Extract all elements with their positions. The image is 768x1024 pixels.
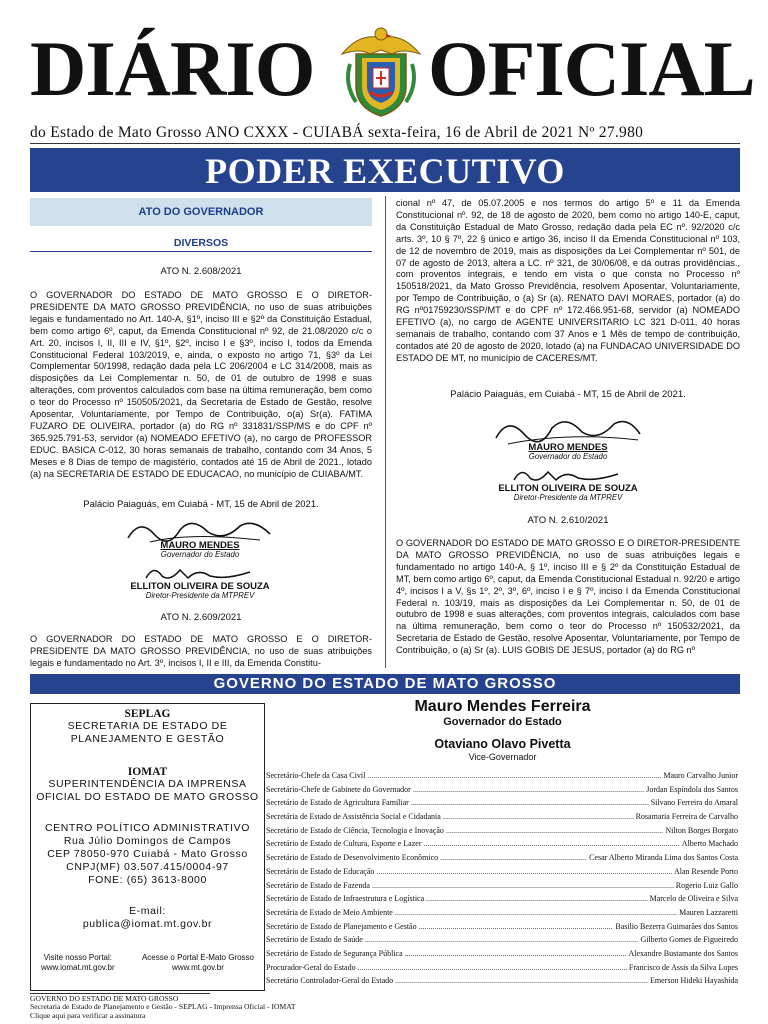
footer-line: Secretaria de Estado de Planejamento e Gestão - SEPLAG - Imprensa Oficial - IOMAT [30,1002,296,1012]
signatory-name: MAURO MENDES [528,442,608,453]
act-body-continued [396,198,740,365]
leader-dots [405,947,627,961]
act-body [30,290,372,481]
publisher-info-box [30,703,265,991]
cabinet-member-name: Alberto Machado [681,839,738,849]
cabinet-row [266,837,738,851]
cabinet-member-name: Alexandre Bustamante dos Santos [628,948,738,958]
leader-dots [395,974,648,988]
leader-dots [426,892,647,906]
cabinet-member-name: Mauro Carvalho Junior [663,771,738,780]
cabinet-row [266,892,738,906]
signatory-role: Diretor-Presidente da MTPREV [513,493,623,502]
cabinet-member-name: Marcelo de Oliveira e Silva [649,894,738,904]
portal-link[interactable]: www.iomat.mt.gov.br [41,962,115,972]
act-paragraph: O GOVERNADOR DO ESTADO DE MATO GROSSO E O DIRETOR-PRESIDENTE DA MATO GROSSO PREVIDÊNCIA, no uso de suas atribuições legais e fundamentado no Art. 140-A, §1º, inciso III e §2º da Constituição Estadual, bem como artigo 6º, caput, da Emenda Constitucional nº 92, de 21.08/2020 c/c o Art. 20, incisos I, II, III e IV, §1º, §2º, inciso I e §3º, inciso I, todos da Emenda Constitucional Federal 103/2019, e, ainda, o exposto no artigo 71, §3º da Lei Complementar 50/1998, redação dada pela LC 206/2004 e LC 314/2008, mais as disposições da Lei Complementar n. 50, de 01 de outubro de 1998 e suas alterações, com proventos calculados com base na última remuneração, bem como o teor do Processo nº 150505/2021, da Secretaria de Estado de Gestão, resolve Aposentar, Voluntariamente, por Tempo de Contribuição, o(a) Sr(a). FATIMA FUZARO DE OLIVEIRA, portador (a) do RG nº 331831/SSP/MS e do CPF nº 365.925.791-53, servidor (a) NOMEADO EFETIVO (a), no cargo de PROFESSOR EDUC. BASICA C-012, 30 horas semanais de trabalho, contando com 34 Anos, 5 Meses e 8 Dias de tempo de magistério, contados até 15 de Abril de 2021., lotado (a) na SECRETARIA DE ESTADO DE EDUCACAO, no município de CUIABA/MT. [30,290,372,479]
signatory-name: ELLITON OLIVEIRA DE SOUZA [498,483,638,494]
cabinet-office: Secretário de Estado de Desenvolvimento Econômico [266,853,439,863]
cabinet-office: Secretário-Chefe da Casa Civil [266,771,366,780]
cabinet-row [266,906,738,920]
leader-dots [367,769,661,783]
governor-title: Governador do Estado [443,716,562,728]
cnpj-line: CNPJ(MF) 03.507.415/0004-97 [66,861,229,873]
cabinet-row [266,961,738,975]
cabinet-row [266,920,738,934]
vice-governor-title: Vice-Governador [468,752,537,762]
signatory-role: Diretor-Presidente da MTPREV [145,591,255,600]
footer-line: GOVERNO DO ESTADO DE MATO GROSSO [30,994,179,1003]
address-line: CEP 78050-970 Cuiabá - Mato Grosso [47,848,248,860]
cabinet-office: Secretário de Estado de Agricultura Familiar [266,798,409,808]
state-coat-of-arms-icon [340,24,422,120]
address-line: Rua Júlio Domingos de Campos [63,835,232,847]
cabinet-member-name: Gilberto Gomes de Figueiredo [640,935,738,945]
cabinet-office: Secretário de Estado de Segurança Pública [266,948,403,958]
cabinet-member-name: Rogerio Luiz Gallo [675,880,738,890]
cabinet-member-name: Francisco de Assis da Silva Lopes [628,962,738,972]
cabinet-row [266,769,738,783]
email-link[interactable]: publica@iomat.mt.gov.br [82,918,213,930]
leader-dots [376,865,672,879]
signatory-role: Governador do Estado [160,550,240,559]
signatory-name: MAURO MENDES [160,540,240,551]
iomat-line: OFICIAL DO ESTADO DE MATO GROSSO [36,791,259,803]
signatory-name: ELLITON OLIVEIRA DE SOUZA [130,581,270,592]
section-banner: PODER EXECUTIVO [30,148,740,192]
cabinet-office: Secretário de Estado de Saúde [266,935,363,945]
leader-dots [411,796,649,810]
section-heading: ATO DO GOVERNADOR [30,198,372,226]
cabinet-office: Secretário de Estado de Fazenda [266,880,370,890]
masthead-subtitle: do Estado de Mato Grosso ANO CXXX - CUIABÁ sexta-feira, 16 de Abril de 2021 Nº 27.980 [30,124,644,141]
seplag-heading: SEPLAG [124,708,171,720]
masthead-title-right: OFICIAL [428,25,755,112]
signatory-role: Governador do Estado [528,452,608,461]
column-divider [385,196,386,668]
act-paragraph: O GOVERNADOR DO ESTADO DE MATO GROSSO E O DIRETOR-PRESIDENTE DA MATO GROSSO PREVIDÊNCIA, no uso de suas atribuições legais e fundamentado no Art. 3º, incisos I, II e III, da Emenda Constitu- [30,634,372,668]
cabinet-row [266,851,738,865]
vice-governor-name: Otaviano Olavo Pivetta [434,737,571,751]
cabinet-office: Secretário-Chefe de Gabinete do Governador [266,784,411,794]
signing-place-date: Palácio Paiaguás, em Cuiabá - MT, 15 de Abril de 2021. [83,499,319,510]
phone-line: FONE: (65) 3613-8000 [88,874,207,886]
email-label: E-mail: [129,905,166,917]
cabinet-office: Secretário de Estado de Educação [266,866,375,876]
portal-label: Acesse o Portal E-Mato Grosso [141,953,254,962]
cabinet-member-name: Basilio Bezerra Guimarães dos Santos [615,921,738,931]
cabinet-member-name: Mauren Lazzaretti [679,907,738,917]
leader-dots [443,810,634,824]
cabinet-row [266,974,738,988]
act-body [30,634,372,670]
act-paragraph: cional nº 47, de 05.07.2005 e nos termos do artigo 5º e 11 da Emenda Constitucional nº. 92, de 18 de agosto de 2020, bem como no artigo 140-E, caput, da Constituição Estadual de Mato Grosso, redação dada pela EC nº. 92/2020 c/c arts. 3º, 10 § 7º, 22 § único e artigo 36, inciso II da Emenda Constitucional nº 103, de 12 de novembro de 2019, mais as disposições da Lei Complementar nº 501, de 07 de agosto de 2013, altera a LC. nº 321, de 30/06/08, e dá outras providências., com proventos integrais, e tendo em vista o que consta no Processo nº 150518/2021, da Mato Grosso Previdência, resolvem Aposentar, Voluntariamente, por Tempo de Contribuição, o (a) Sr (a). RENATO DAVI MORAES, portador (a) do RG nº01759230/SSP/MT e do CPF nº 172.466.951-68, servidor (a) NOMEADO EFETIVO (a), no cargo de AGENTE UNIVERSITARIO LC 321 D-011, 40 horas semanais de trabalho, contando com 37 Anos e 1 Mês de tempo de contribuição, contados até 20 de agosto de 2020, lotado (a) na FUNDACAO UNIVERSIDADE DO ESTADO DE MT, no município de CACERES/MT. [396,198,740,363]
cabinet-member-name: Rosamaria Ferreira de Carvalho [635,812,738,822]
cabinet-member-name: Emerson Hideki Hayashida [650,976,738,986]
leader-dots [365,933,639,947]
act-paragraph: O GOVERNADOR DO ESTADO DE MATO GROSSO E O DIRETOR-PRESIDENTE DA MATO GROSSO PREVIDÊNCIA, no uso de suas atribuições legais e fundamentado no artigo 140-A, § 1º, inciso III e § 2º da Constituição Estadual de MT, bem como artigo 6º, caput, da Emenda Constitucional Estadual n. 92/20 e artigo 4º, incisos I a V, §s 1º, 2º, 3º, 6º, inciso I e § 7º, inciso I da Emenda Constitucional Federal n. 103/19, mais as disposições da Lei Complementar n. 50, de 01 de outubro de 1998 e suas alterações, com proventos integrais, calculados com base na última remuneração, bem como o teor do Processo nº 150532/2021, da Secretaria de Estado de Gestão, resolve Aposentar, Voluntariamente, por Tempo de Contribuição, o (a) Sr (a). LUIS GOBIS DE JESUS, portador (a) do RG nº [396,538,740,656]
cabinet-list [266,769,738,988]
portal-label: Visite nosso Portal: [43,953,112,962]
iomat-heading: IOMAT [127,766,168,778]
cabinet-row [266,783,738,797]
cabinet-office: Secretário de Estado de Cultura, Esporte e Lazer [266,839,422,849]
cabinet-row [266,879,738,893]
cabinet-office: Secretário de Estado de Infraestrutura e Logística [266,894,425,904]
leader-dots [413,783,644,797]
iomat-line: SUPERINTENDÊNCIA DA IMPRENSA [48,778,247,790]
cabinet-row [266,865,738,879]
leader-dots [419,920,614,934]
cabinet-office: Secretário de Estado de Ciência, Tecnologia e Inovação [266,825,444,835]
cabinet-row [266,933,738,947]
act-title: ATO N. 2.609/2021 [160,612,242,623]
cabinet-member-name: Nilton Borges Borgato [665,825,738,835]
leader-dots [395,906,677,920]
act-body [396,538,740,657]
cabinet-office: Secretário Controlador-Geral do Estado [266,976,394,986]
leader-dots [358,961,627,975]
cabinet-member-name: Jordan Espíndola dos Santos [646,784,738,794]
cabinet-row [266,810,738,824]
cabinet-row [266,947,738,961]
masthead-title-left: DIÁRIO [30,25,315,112]
address-line: CENTRO POLÍTICO ADMINISTRATIVO [44,822,251,834]
verify-signature-link[interactable]: Clique aqui para verificar a assinatura [30,1010,146,1020]
government-banner: GOVERNO DO ESTADO DE MATO GROSSO [30,674,740,694]
subsection-heading: DIVERSOS [30,236,372,252]
leader-dots [372,879,674,893]
governor-name: Mauro Mendes Ferreira [414,698,591,715]
cabinet-member-name: Cesar Alberto Miranda Lima dos Santos Costa [589,853,738,863]
act-title: ATO N. 2.608/2021 [160,266,242,277]
page-footer [30,995,295,1020]
cabinet-office: Procurador-Geral do Estado [266,962,356,972]
leader-dots [424,837,680,851]
act-title: ATO N. 2.610/2021 [527,515,609,526]
cabinet-row [266,796,738,810]
cabinet-member-name: Alan Resende Porto [674,866,738,876]
portal-link[interactable]: www.mt.gov.br [172,962,224,972]
cabinet-office: Secretária de Estado de Meio Ambiente [266,907,393,917]
leader-dots [440,851,587,865]
cabinet-office: Secretário de Estado de Planejamento e Gestão [266,921,417,931]
seplag-line: SECRETARIA DE ESTADO DE [67,720,228,732]
cabinet-office: Secretária de Estado de Assistência Social e Cidadania [266,812,441,822]
seplag-line: PLANEJAMENTO E GESTÃO [70,733,225,745]
cabinet-member-name: Silvano Ferreira do Amaral [650,798,738,808]
leader-dots [446,824,664,838]
signing-place-date: Palácio Paiaguás, em Cuiabá - MT, 15 de Abril de 2021. [450,389,686,400]
cabinet-row [266,824,738,838]
masthead-rule [30,143,740,144]
